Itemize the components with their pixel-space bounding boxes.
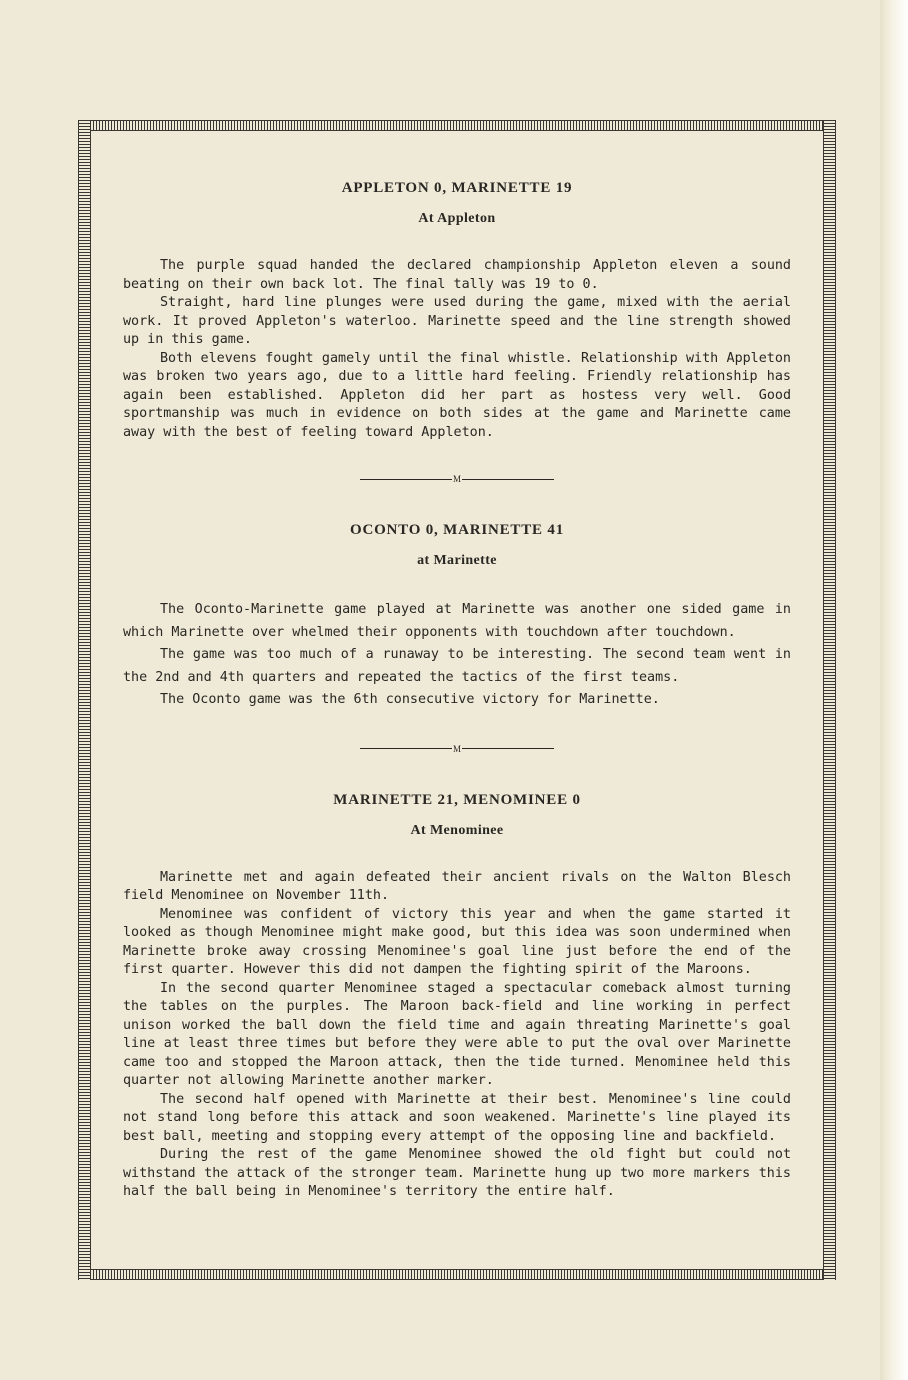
page-spine-shadow bbox=[880, 0, 908, 1380]
article-paragraph: Menominee was confident of victory this year and when the game started it looked as though Menominee might make good, but this idea was soon undermined when Marinette broke away crossing Menominee's goal line just before the end of the first quarter. However this did not dampen the fighting spirit of the Maroons. bbox=[123, 906, 791, 978]
border-left bbox=[78, 120, 91, 1280]
article-paragraph: The Oconto-Marinette game played at Marinette was another one sided game in which Marinette over whelmed their opponents with touchdown after touchdown. bbox=[123, 602, 791, 640]
article-location: At Menominee bbox=[410, 822, 504, 838]
article-appleton bbox=[123, 180, 791, 442]
article-paragraph: Straight, hard line plunges were used during the game, mixed with the aerial work. It proved Appleton's waterloo. Marinette speed and the line strength showed up in this game. bbox=[123, 295, 791, 347]
page-content bbox=[123, 180, 791, 1202]
article-paragraph: The Oconto game was the 6th consecutive victory for Marinette. bbox=[160, 692, 660, 708]
divider-rule bbox=[360, 479, 452, 480]
divider-rule bbox=[462, 748, 554, 749]
section-divider bbox=[123, 474, 791, 484]
article-paragraph: Both elevens fought gamely until the final whistle. Relationship with Appleton was broken two years ago, due to a little hard feeling. Friendly relationship has again been established. Appleton did her part as hostess very well. Good sportmanship was much in evidence on both sides at the game and Marinette came away with the best of feeling toward Appleton. bbox=[123, 350, 791, 440]
divider-rule bbox=[360, 748, 452, 749]
section-divider bbox=[123, 744, 791, 754]
border-top bbox=[78, 120, 836, 131]
article-paragraph: During the rest of the game Menominee showed the old fight but could not withstand the attack of the stronger team. Marinette hung up two more markers this half the ball being in Menominee's territory the entire half. bbox=[123, 1147, 791, 1200]
article-paragraph: The purple squad handed the declared championship Appleton eleven a sound beating on their own back lot. The final tally was 19 to 0. bbox=[123, 258, 791, 292]
divider-mark: M bbox=[452, 743, 461, 754]
article-headline: OCONTO 0, MARINETTE 41 bbox=[349, 522, 564, 538]
article-paragraph: The second half opened with Marinette at their best. Menominee's line could not stand long before this attack and soon weakened. Marinette's line played its best ball, meeting and stopping every attempt of the opposing line and backfield. bbox=[123, 1091, 791, 1144]
article-oconto bbox=[123, 522, 791, 712]
divider-rule bbox=[462, 479, 554, 480]
article-location: at Marinette bbox=[417, 553, 497, 568]
article-menominee bbox=[123, 792, 791, 1202]
article-location: At Appleton bbox=[418, 211, 496, 226]
border-bottom bbox=[78, 1269, 836, 1280]
article-paragraph: In the second quarter Menominee staged a spectacular comeback almost turning the tables on the purples. The Maroon back-field and line working in perfect unison worked the ball down the field time and again threating Marinette's goal line at least three times but before they were able to put the oval over Marinette came too and stopped the Maroon attack, then the tide turned. Menominee held this quarter not allowing Marinette another marker. bbox=[123, 980, 791, 1089]
article-paragraph: The game was too much of a runaway to be interesting. The second team went in the 2nd and 4th quarters and repeated the tactics of the first teams. bbox=[123, 647, 791, 685]
divider-mark: M bbox=[452, 474, 461, 484]
border-right bbox=[823, 120, 836, 1280]
article-headline: APPLETON 0, MARINETTE 19 bbox=[341, 180, 573, 196]
decorative-page-border bbox=[78, 120, 836, 1280]
article-paragraph: Marinette met and again defeated their ancient rivals on the Walton Blesch field Menominee on November 11th. bbox=[123, 869, 791, 904]
article-headline: MARINETTE 21, MENOMINEE 0 bbox=[333, 791, 581, 808]
